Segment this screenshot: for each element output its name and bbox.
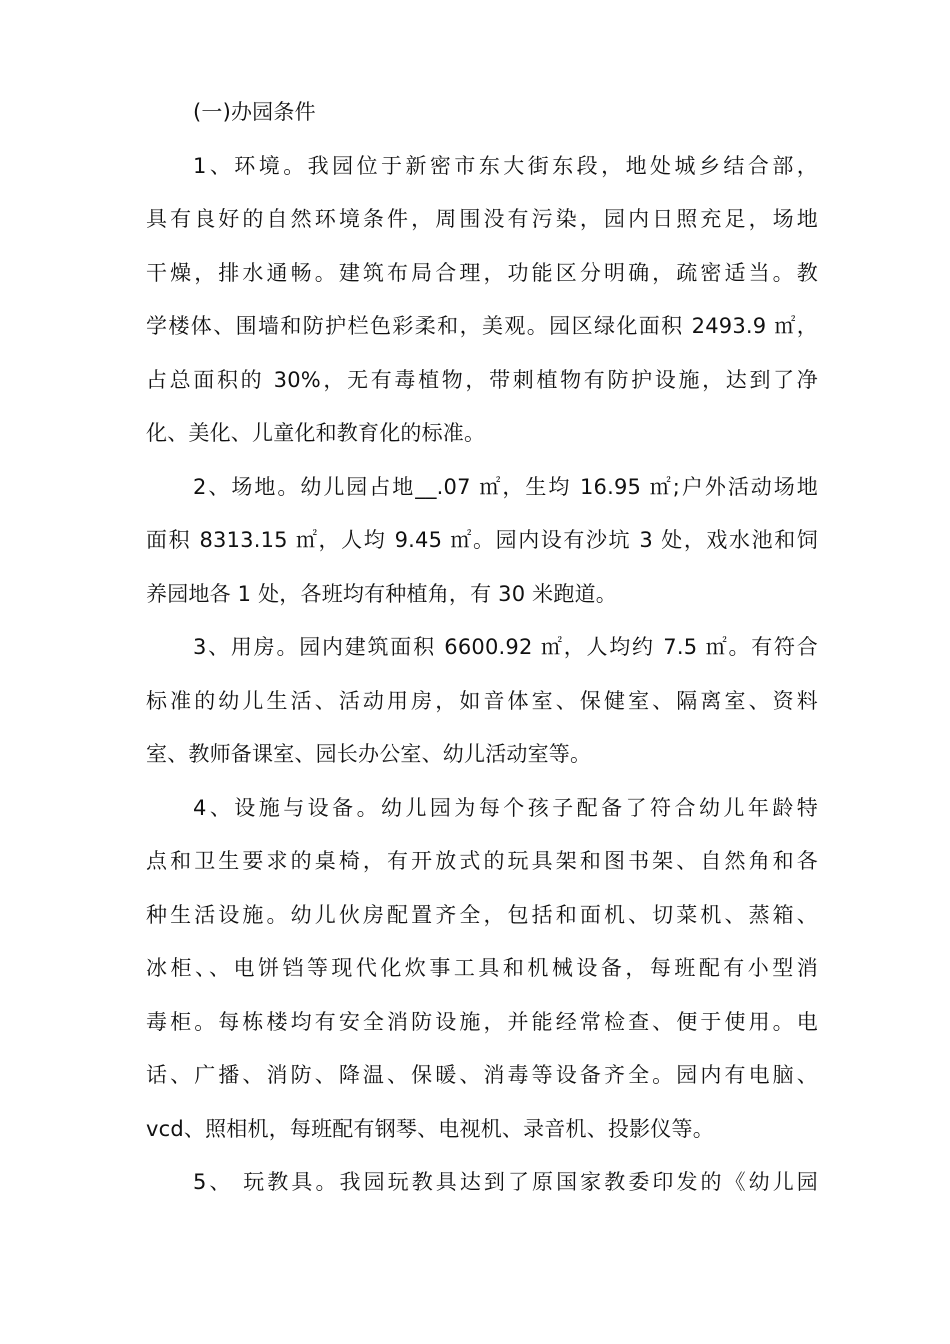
document-body [146, 88, 818, 1212]
paragraph-3-line-1: 3、用房。园内建筑面积 6600.92 ㎡，人均约 7.5 ㎡。有符合 [193, 635, 818, 659]
paragraph-4-line-1: 4、设施与设备。幼儿园为每个孩子配备了符合幼儿年龄特 [193, 795, 818, 820]
paragraph-4-line-2: 点和卫生要求的桌椅，有开放式的玩具架和图书架、自然角和各 [146, 849, 818, 873]
paragraph-1-line-4: 学楼体、围墙和防护栏色彩柔和，美观。园区绿化面积 2493.9 ㎡， [146, 314, 818, 338]
paragraph-1-line-6: 化、美化、儿童化和教育化的标准。 [146, 421, 486, 445]
paragraph-2-line-3: 养园地各 1 处，各班均有种植角，有 30 米跑道。 [146, 581, 617, 606]
paragraph-4-line-6: 话、广播、消防、降温、保暖、消毒等设备齐全。园内有电脑、 [146, 1063, 818, 1087]
paragraph-4-line-4: 冰柜、、电饼铛等现代化炊事工具和机械设备，每班配有小型消 [146, 956, 818, 980]
paragraph-1-line-3: 干燥，排水通畅。建筑布局合理，功能区分明确，疏密适当。教 [146, 260, 818, 285]
paragraph-3-line-3: 室、教师备课室、园长办公室、幼儿活动室等。 [146, 742, 592, 766]
paragraph-4-line-3: 种生活设施。幼儿伙房配置齐全，包括和面机、切菜机、蒸箱、 [146, 902, 818, 927]
paragraph-5-line-1: 5、 玩教具。我园玩教具达到了原国家教委印发的《幼儿园 [193, 1170, 818, 1194]
section-heading: (一)办园条件 [193, 100, 316, 124]
paragraph-3-line-2: 标准的幼儿生活、活动用房，如音体室、保健室、隔离室、资料 [146, 688, 818, 713]
paragraph-1-line-5: 占总面积的 30%，无有毒植物，带刺植物有防护设施，达到了净 [146, 367, 818, 392]
paragraph-2-line-2: 面积 8313.15 ㎡，人均 9.45 ㎡。园内设有沙坑 3 处，戏水池和饲 [146, 528, 818, 552]
paragraph-1-line-1: 1、环境。我园位于新密市东大街东段，地处城乡结合部， [193, 153, 818, 178]
paragraph-2-line-1: 2、场地。幼儿园占地__.07 ㎡，生均 16.95 ㎡;户外活动场地 [193, 474, 818, 499]
paragraph-1-line-2: 具有良好的自然环境条件，周围没有污染，园内日照充足，场地 [146, 207, 818, 231]
paragraph-4-line-5: 毒柜。每栋楼均有安全消防设施，并能经常检查、便于使用。电 [146, 1009, 818, 1034]
paragraph-4-line-7: vcd、照相机，每班配有钢琴、电视机、录音机、投影仪等。 [146, 1116, 714, 1141]
